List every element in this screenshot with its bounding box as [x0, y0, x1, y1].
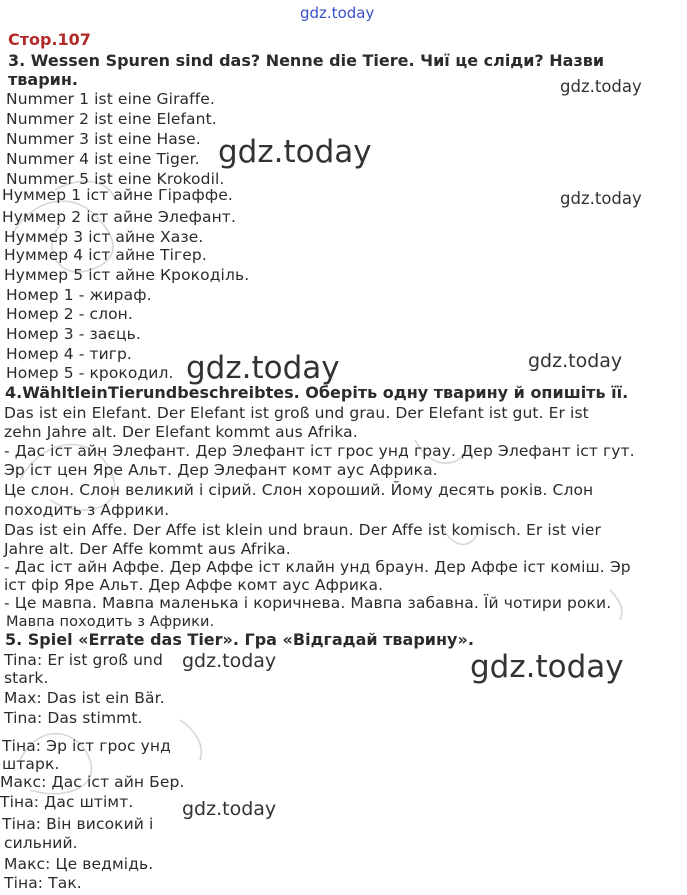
text-line: Das ist ein Elefant. Der Elefant ist groß und grau. Der Elefant ist gut. Er ist — [4, 404, 589, 422]
german-line: Nummer 4 ist eine Tiger. — [6, 150, 200, 168]
dialogue-line: Тіна: Дас штімт. — [0, 793, 134, 811]
dialogue-line: Тіна: Эр іст грос унд — [2, 737, 171, 755]
watermark: gdz.today — [470, 649, 624, 685]
text-line: походить з Африки. — [4, 501, 170, 519]
ukrainian-line: Номер 4 - тигр. — [6, 345, 132, 363]
exercise-4-heading: 4.WähltleinTierundbeschreibtes. Оберіть одну тварину й опишіть її. — [5, 383, 629, 402]
watermark: gdz.today — [182, 650, 277, 672]
dialogue-line: Tina: Er ist groß und — [4, 651, 163, 669]
dialogue-line: Tina: Das stimmt. — [4, 709, 143, 727]
watermark: gdz.today — [528, 350, 623, 372]
german-line: Nummer 2 ist eine Elefant. — [6, 110, 217, 128]
ukrainian-line: Номер 5 - крокодил. — [6, 364, 174, 382]
ukrainian-line: Номер 2 - слон. — [6, 305, 133, 323]
watermark: gdz.today — [186, 350, 340, 386]
transcription-line: Нуммер 2 іст айне Элефант. — [2, 208, 236, 226]
dialogue-line: stark. — [4, 669, 49, 687]
german-line: Nummer 3 ist eine Hase. — [6, 130, 201, 148]
dialogue-line: сильний. — [4, 834, 78, 852]
text-line: Мавпа походить з Африки. — [6, 614, 215, 630]
text-line: - Дас іст айн Аффе. Дер Аффе іст клайн унд браун. Дер Аффе іст коміш. Эр — [4, 558, 631, 576]
text-line: Das ist ein Affe. Der Affe ist klein und braun. Der Affe ist komisch. Er ist vier — [4, 521, 601, 539]
exercise-3-heading-line2: тварин. — [8, 70, 78, 89]
page-label: Стор.107 — [8, 30, 91, 49]
text-line: - Це мавпа. Мавпа маленька і коричнева. Мавпа забавна. Їй чотири роки. — [4, 594, 612, 612]
exercise-3-heading-line1: 3. Wessen Spuren sind das? Nenne die Tiere. Чиї це сліди? Назви — [8, 51, 605, 70]
watermark: gdz.today — [560, 77, 642, 96]
watermark: gdz.today — [218, 134, 372, 170]
transcription-line: Нуммер 5 іст айне Крокоділь. — [4, 266, 250, 284]
dialogue-line: Max: Das ist ein Bär. — [4, 689, 165, 707]
dialogue-line: Тіна: Так. — [4, 874, 82, 892]
text-line: Це слон. Слон великий і сірий. Слон хороший. Йому десять років. Слон — [4, 481, 594, 499]
dialogue-line: Тіна: Він високий і — [2, 815, 154, 833]
watermark: gdz.today — [560, 189, 642, 208]
watermark: gdz.today — [182, 798, 277, 820]
text-line: - Дас іст айн Элефант. Дер Элефант іст грос унд грау. Дер Элефант іст гут. — [4, 442, 635, 460]
dialogue-line: штарк. — [2, 755, 60, 773]
ukrainian-line: Номер 3 - заєць. — [6, 325, 141, 343]
text-line: іст фір Яре Альт. Дер Аффе комт аус Африка. — [4, 576, 384, 594]
text-line: zehn Jahre alt. Der Elefant kommt aus Afrika. — [4, 423, 358, 441]
ukrainian-line: Номер 1 - жираф. — [6, 286, 152, 304]
transcription-line: Нуммер 4 іст айне Тігер. — [4, 246, 207, 264]
dialogue-line: Макс: Дас іст айн Бер. — [0, 773, 185, 791]
german-line: Nummer 5 ist eine Krokodil. — [6, 170, 225, 188]
text-line: Jahre alt. Der Affe kommt aus Afrika. — [4, 540, 291, 558]
dialogue-line: Макс: Це ведмідь. — [4, 855, 154, 873]
transcription-line: Нуммер 3 іст айне Хазе. — [4, 228, 204, 246]
exercise-5-heading: 5. Spiel «Errate das Tier». Гра «Відгадай тварину». — [5, 630, 474, 649]
text-line: Эр іст цен Яре Альт. Дер Элефант комт аус Африка. — [4, 461, 438, 479]
top-watermark: gdz.today — [300, 4, 375, 22]
german-line: Nummer 1 ist eine Giraffe. — [6, 90, 215, 108]
transcription-line: Нуммер 1 іст айне Гіраффе. — [2, 186, 233, 204]
